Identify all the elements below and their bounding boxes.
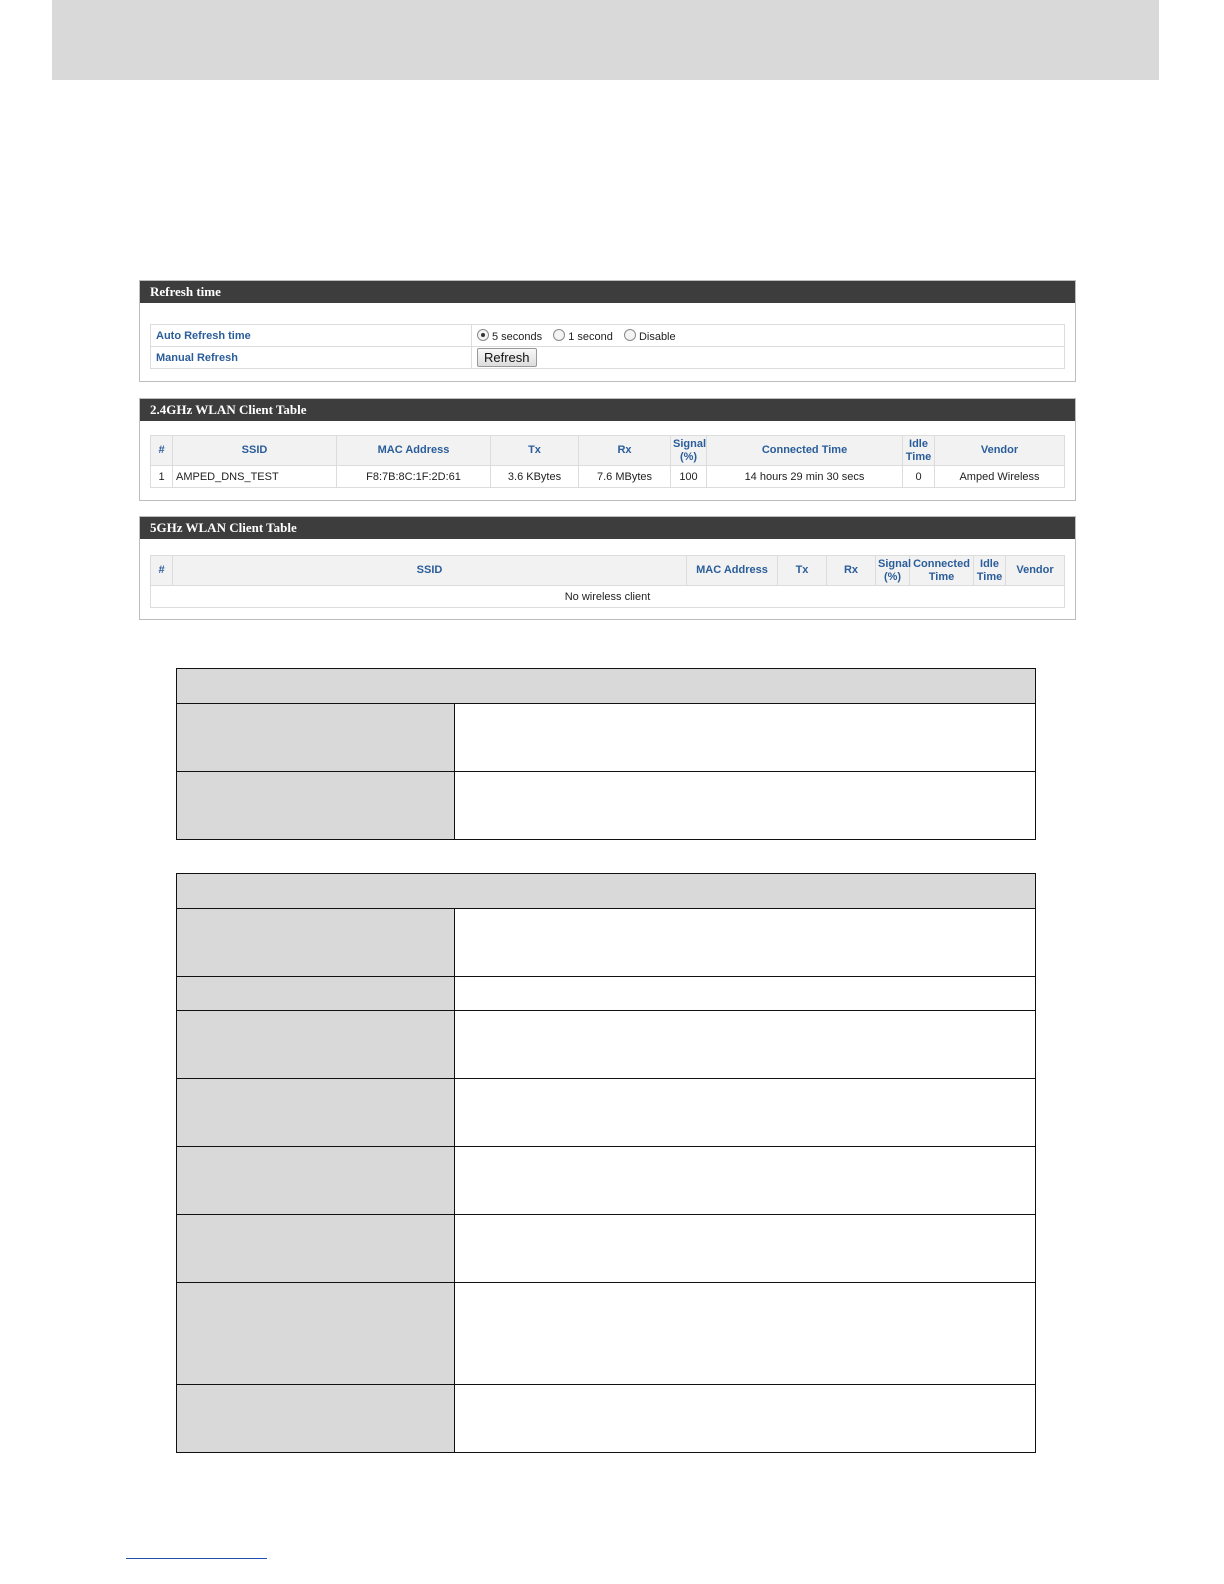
col-header-vendor: Vendor — [935, 436, 1065, 466]
col-header-mac: MAC Address — [337, 436, 491, 466]
description-key-cell — [177, 977, 455, 1011]
radio-1-second[interactable] — [553, 329, 565, 341]
description-key-cell — [177, 1385, 455, 1453]
description-value-cell — [455, 977, 1036, 1011]
description-value-cell — [455, 1283, 1036, 1385]
col-header-tx: Tx — [778, 556, 827, 586]
col-header-index: # — [151, 556, 173, 586]
radio-disable[interactable] — [624, 329, 636, 341]
auto-refresh-label: Auto Refresh time — [151, 325, 472, 347]
description-table-header — [177, 874, 1036, 909]
radio-disable-label: Disable — [638, 330, 676, 343]
auto-refresh-options — [472, 325, 1065, 347]
description-value-cell — [455, 1147, 1036, 1215]
description-value-cell — [455, 704, 1036, 772]
col-header-ssid: SSID — [173, 556, 687, 586]
col-header-index: # — [151, 436, 173, 466]
cell-index: 1 — [151, 466, 173, 488]
wlan-5ghz-title: 5GHz WLAN Client Table — [140, 517, 1075, 539]
table-row — [151, 466, 1065, 488]
cell-signal: 100 — [671, 466, 707, 488]
refresh-time-title: Refresh time — [140, 281, 1075, 303]
cell-mac: F8:7B:8C:1F:2D:61 — [337, 466, 491, 488]
wlan-24ghz-title: 2.4GHz WLAN Client Table — [140, 399, 1075, 421]
radio-5-seconds-label: 5 seconds — [492, 330, 543, 343]
description-table-header — [177, 669, 1036, 704]
radio-1-second-label: 1 second — [568, 330, 613, 343]
col-header-connected-time: Connected Time — [910, 556, 974, 586]
description-table-refresh — [176, 668, 1036, 840]
description-key-cell — [177, 1215, 455, 1283]
refresh-settings-table — [150, 324, 1065, 369]
description-value-cell — [455, 1385, 1036, 1453]
col-header-idle-time: Idle Time — [903, 436, 935, 466]
col-header-rx: Rx — [579, 436, 671, 466]
table-row-empty — [151, 586, 1065, 608]
cell-vendor: Amped Wireless — [935, 466, 1065, 488]
col-header-mac: MAC Address — [687, 556, 778, 586]
col-header-signal: Signal (%) — [671, 436, 707, 466]
description-table-clients — [176, 873, 1036, 1453]
auto-refresh-row — [151, 325, 1065, 347]
cell-rx: 7.6 MBytes — [579, 466, 671, 488]
description-key-cell — [177, 909, 455, 977]
description-key-cell — [177, 772, 455, 840]
refresh-time-panel — [139, 280, 1076, 382]
radio-5-seconds[interactable] — [477, 329, 489, 341]
table-header-row — [151, 436, 1065, 466]
cell-connected-time: 14 hours 29 min 30 secs — [707, 466, 903, 488]
footer-link-underline[interactable] — [126, 1558, 267, 1559]
description-value-cell — [455, 909, 1036, 977]
description-key-cell — [177, 1079, 455, 1147]
description-value-cell — [455, 1215, 1036, 1283]
description-key-cell — [177, 704, 455, 772]
wlan-24ghz-client-table — [150, 435, 1065, 488]
no-client-message: No wireless client — [151, 586, 1065, 608]
col-header-rx: Rx — [827, 556, 876, 586]
wlan-24ghz-panel — [139, 398, 1076, 501]
table-header-row — [151, 556, 1065, 586]
col-header-signal: Signal (%) — [876, 556, 910, 586]
cell-idle-time: 0 — [903, 466, 935, 488]
page-header-band — [52, 0, 1159, 80]
col-header-connected-time: Connected Time — [707, 436, 903, 466]
manual-refresh-row — [151, 347, 1065, 369]
description-key-cell — [177, 1283, 455, 1385]
col-header-vendor: Vendor — [1006, 556, 1065, 586]
col-header-tx: Tx — [491, 436, 579, 466]
wlan-5ghz-client-table — [150, 555, 1065, 608]
cell-tx: 3.6 KBytes — [491, 466, 579, 488]
col-header-ssid: SSID — [173, 436, 337, 466]
refresh-button[interactable]: Refresh — [477, 348, 537, 367]
description-value-cell — [455, 1079, 1036, 1147]
col-header-idle-time: Idle Time — [974, 556, 1006, 586]
description-key-cell — [177, 1011, 455, 1079]
manual-refresh-label: Manual Refresh — [151, 347, 472, 369]
cell-ssid: AMPED_DNS_TEST — [173, 466, 337, 488]
description-value-cell — [455, 772, 1036, 840]
wlan-5ghz-panel — [139, 516, 1076, 620]
description-value-cell — [455, 1011, 1036, 1079]
description-key-cell — [177, 1147, 455, 1215]
